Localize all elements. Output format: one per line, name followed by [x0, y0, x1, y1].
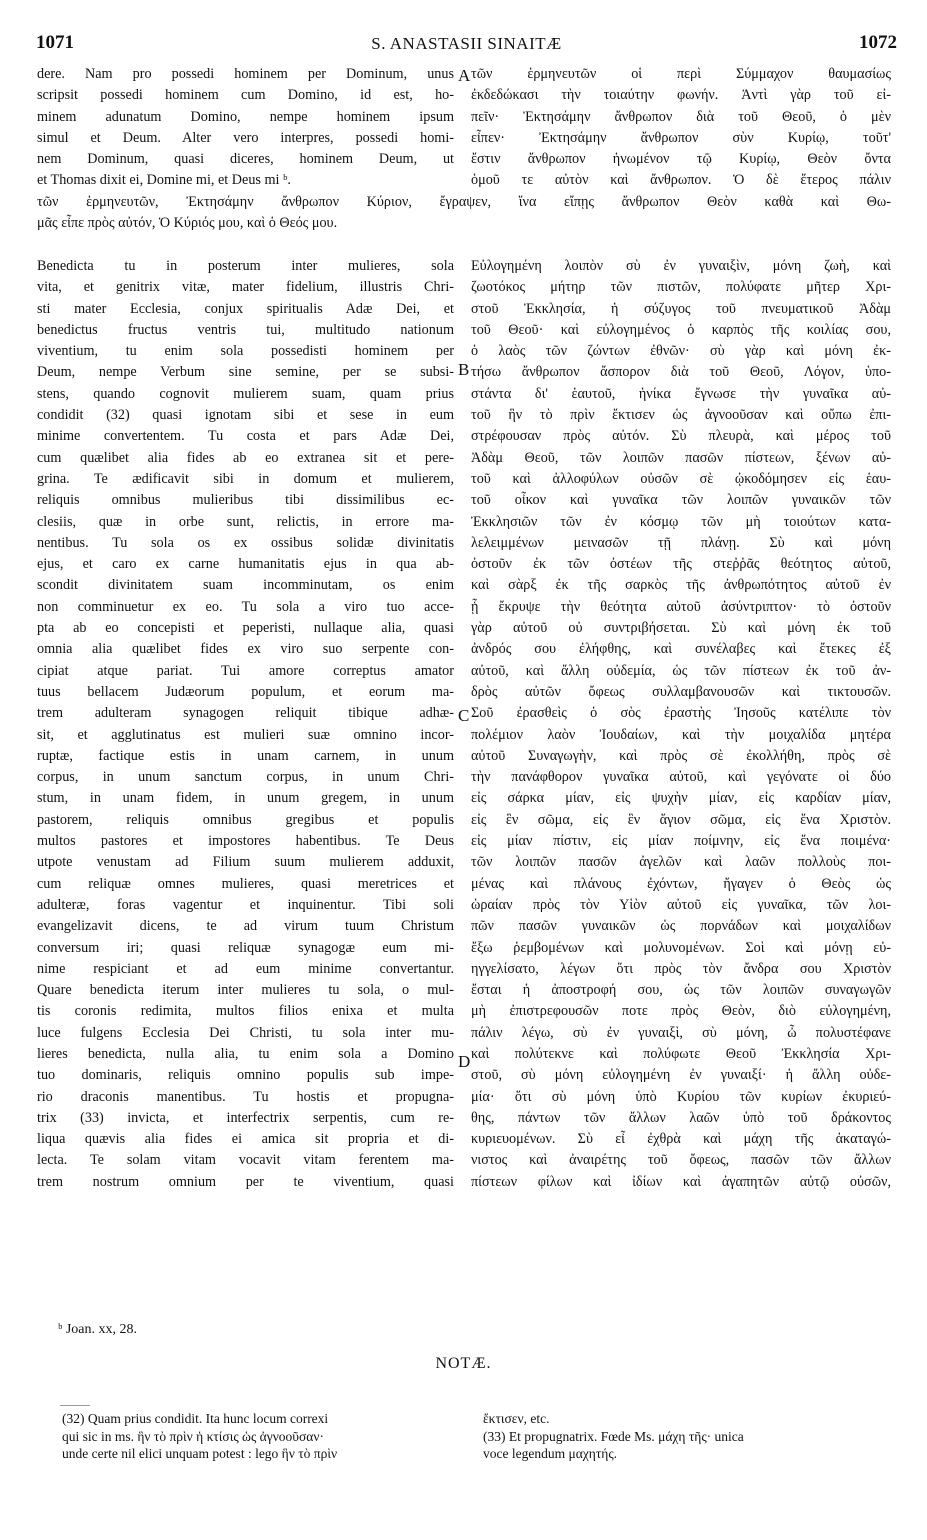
text-line: minem adunatum Domino, nempe hominem ipsum: [37, 108, 454, 125]
notes-heading: NOTÆ.: [435, 1355, 492, 1372]
text-line: εἶπεν· Ἐκτησάμην ἄνθρωπον σὺν Κυρίῳ, τοῦτ': [471, 129, 891, 146]
text-line: vita, et genitrix vitæ, mater fidelium, illustris Chri-: [37, 279, 454, 296]
text-line: θης, πάντων τῶν ἄλλων λαῶν ὑπὸ τοῦ δράκοντος: [471, 1109, 891, 1126]
text-line: Ἀδὰμ Θεοῦ, τῶν λοιπῶν πασῶν πίστεων, ξένων αὐ-: [471, 449, 891, 466]
text-line: conversum iri; quasi reliquæ synagogæ eum mi-: [37, 939, 454, 956]
text-line: corpus, in unum sanctum corpus, in unum Chri-: [37, 769, 454, 786]
text-line: καὶ σὰρξ ἐκ τῆς σαρκὸς τῆς ἀνθρωπότητος αὐτοῦ ἐν: [471, 577, 891, 594]
text-line: scondit divinitatem suam incomminutam, os enim: [37, 577, 454, 594]
note-line: voce legendum μαχητής.: [483, 1446, 618, 1461]
text-line: στοῦ, σὺ μόνη εὐλογημένη ἐν γυναιξί· ἡ ἄλλη οὐδε-: [471, 1067, 891, 1084]
text-line: τοῦ Θεοῦ· καὶ εὐλογημένος ὁ καρπὸς τῆς κοιλίας σου,: [471, 321, 891, 338]
text-line: μένας καὶ πλάνους ἐχόντων, ἤγαγεν ὁ Θεὸς ὡς: [471, 875, 891, 892]
text-line: τῶν ἑρμηνευτῶν, Ἐκτησάμην ἄνθρωπον Κύριον, ἔγραψεν, ἵνα εἴπῃς ἄνθρωπον Θεὸν καθὰ καὶ Θω-: [37, 194, 891, 210]
text-line: liqua quævis alia fides ei amica sit propria et di-: [37, 1131, 454, 1148]
text-line: γὰρ αὐτοῦ οὐ συντριβήσεται. Σὺ καὶ μόνη ἐκ τοῦ: [471, 620, 891, 637]
text-line: sti mater Ecclesia, conjux spiritualis Adæ Dei, et: [37, 300, 454, 317]
text-line: μὴ ἐπιστρεφουσῶν ποτε πρὸς Θεὸν, διὸ εὐλογημένη,: [471, 1003, 891, 1020]
text-line: Quare benedicta iterum inter mulieres tu sola, o mul-: [37, 982, 454, 999]
text-line: τοῦ οἶκον καὶ γυναῖκα τῶν λοιπῶν γυναικῶν τῶν: [471, 492, 891, 509]
text-line: omnia alia quælibet fides ex viro suo serpente con-: [37, 641, 454, 658]
text-line: ὁ λαὸς τῶν ζώντων ἐθνῶν· σὺ γὰρ καὶ μόνη ἐκ-: [471, 343, 891, 360]
note-line: ἔκτισεν, etc.: [483, 1411, 550, 1426]
text-line: stum, in unam fidem, in unum gregem, in unum: [37, 790, 454, 807]
text-line: πάλιν λέγω, σὺ ἐν γυναιξὶ, σὺ μόνη, ὦ πολυστέφανε: [471, 1024, 891, 1041]
latin-main-column: [37, 256, 454, 1193]
text-line: pta ab eo concepisti et peperisti, nullaque alia, quasi: [37, 620, 454, 637]
text-line: εἰς μίαν πίστιν, εἰς μίαν ποίμνην, εἰς ἕνα ποιμένα·: [471, 833, 891, 850]
text-line: λελειμμένων μεινασῶν τῇ πλάνῃ. Σὺ καὶ μόνη: [471, 534, 891, 551]
text-line: εἰς ἓν σῶμα, εἰς ἓν ἅγιον σῶμα, εἰς ἕνα Χριστὸν.: [471, 811, 891, 828]
greek-top-column: [471, 64, 891, 192]
text-line: νιστος καὶ ἀναιρέτης τοῦ ὄφεως, πασῶν τῶν ἄλλων: [471, 1152, 891, 1169]
text-line: tuo dominaris, reliquis omnino populis sub impe-: [37, 1067, 454, 1084]
text-line: clesiis, quæ in orbe sunt, relictis, in errore ma-: [37, 513, 454, 530]
text-line: nem Dominum, quasi diceres, hominem Deum, ut: [37, 151, 454, 168]
text-line: πῶν πασῶν γυναικῶν ὡς πορνάδων καὶ μοιχαλίδων: [471, 918, 891, 935]
text-line: τήσω ἄνθρωπον ἄσπορον διὰ τοῦ Θεοῦ, Λόγον, ὑπο-: [471, 364, 891, 381]
text-line: cum reliquæ omnes mulieres, quasi meretrices et: [37, 875, 454, 892]
text-line: μᾶς εἶπε πρὸς αὐτόν, Ὁ Κύριός μου, καὶ ὁ Θεός μου.: [37, 215, 338, 231]
text-line: κυριευομένων. Σὺ εἶ ἐχθρὰ καὶ μάχη τῆς ἀκαταγώ-: [471, 1131, 891, 1148]
text-line: ἔστιν ἄνθρωπον ἡνωμένον τῷ Κυρίῳ, Θεὸν ὄντα: [471, 151, 891, 168]
text-line: ἔσται ἡ ἀποστροφή σου, ὡς τῶν λοιπῶν συναγωγῶν: [471, 982, 891, 999]
text-line: simul et Deum. Alter vero interpres, possedi homi-: [37, 129, 454, 146]
text-line: τῶν ἑρμηνευτῶν οἱ περὶ Σύμμαχον θαυμασίως: [471, 66, 891, 82]
text-line: καὶ πολύτεκνε καὶ πολύφωτε Θεοῦ Ἐκκλησία Χρι-: [471, 1045, 891, 1062]
note-line: unde certe nil elici unquam potest : lego ἣν τὸ πρὶν: [62, 1446, 338, 1461]
text-line: stens, quando cognovit mulierem suam, quam prius: [37, 385, 454, 402]
text-line: στάντα δι' ἑαυτοῦ, ἡνίκα ἔγνωσε τὴν γυναῖκα αὐ-: [471, 385, 891, 402]
text-line: στοῦ Ἐκκλησία, ἡ σύζυγος τοῦ πνευματικοῦ Ἀδὰμ: [471, 300, 891, 317]
text-line: scripsit possedi hominem cum Domino, id est, ho-: [37, 87, 454, 104]
text-line: grina. Te ædificavit sibi in domum et mulierem,: [37, 470, 454, 487]
text-line: lecta. Te solam vitam vocavit vitam ferentem ma-: [37, 1152, 454, 1169]
text-line: πίστεων φίλων καὶ ἰδίων καὶ ἀγαπητῶν αὐτῷ οὐσῶν,: [471, 1173, 891, 1190]
text-line: ζωοτόκος μήτηρ τῶν πιστῶν, πολύφατε μῆτερ Χρι-: [471, 279, 891, 296]
text-line: ὁμοῦ τε αὐτὸν καὶ ἄνθρωπον. Ὁ δὲ ἕτερος πάλιν: [471, 172, 891, 189]
text-line: nime respiciant et ad eum minime convertantur.: [37, 960, 454, 977]
text-line: Ἐκκλησιῶν τῶν ἐν κόσμῳ τῶν μὴ τοιούτων κατα-: [471, 513, 891, 530]
text-line: ruptæ, factique estis in unam carnem, in unum: [37, 747, 454, 764]
text-line: Benedicta tu in posterum inter mulieres, sola: [37, 258, 454, 274]
text-line: cum quælibet alia fides ab eo extranea sit et pere-: [37, 449, 454, 466]
text-line: benedictus fructus ventris tui, multitudo nationum: [37, 321, 454, 338]
text-line: πολέμιον λαὸν Ἰουδαίων, καὶ τὴν μοιχαλίδα μητέρα: [471, 726, 891, 743]
text-line: sit, et agglutinatus est mulieri suæ omnino incor-: [37, 726, 454, 743]
margin-marker-b: B: [458, 360, 470, 379]
text-line: μία· ὅτι σὺ μόνη ὑπὸ Κυρίου τῶν κυρίων ἐκυριεύ-: [471, 1088, 891, 1105]
text-line: τοῦ καὶ ἀλλοφύλων οὐσῶν σὲ ᾠκοδόμησεν εἰς ἑαυ-: [471, 470, 891, 487]
text-line: εἰς σάρκα μίαν, εἰς ψυχὴν μίαν, εἰς καρδίαν μίαν,: [471, 790, 891, 807]
text-line: minime convertentem. Tu costa et pars Adæ Dei,: [37, 428, 454, 445]
text-line: pastorem, reliquis omnibus gregibus et populis: [37, 811, 454, 828]
notes-right-column: [483, 1410, 893, 1463]
latin-top-column: [37, 64, 454, 192]
text-line: ὡραίαν πρὸς τὸν Υἱὸν αὐτοῦ εἰς γυναῖκα, τῶν λοι-: [471, 896, 891, 913]
text-line: trem nostrum omnium per te viventium, quasi: [37, 1173, 454, 1190]
margin-marker-c: C: [458, 706, 470, 725]
text-line: αὐτοῦ Συναγωγὴν, καὶ πρὸς σὲ ἐκολλήθη, πρὸς σὲ: [471, 747, 891, 764]
text-line: Deum, nempe Verbum sine semine, per se subsi-: [37, 364, 454, 381]
text-line: τῶν λοιπῶν πασῶν ἀγελῶν καὶ λαῶν πολλοὺς ποι-: [471, 854, 891, 871]
note-line: qui sic in ms. ἣν τὸ πρὶν ἡ κτίσις ὡς ἀγνοοῦσαν·: [62, 1428, 324, 1444]
text-line: nentibus. Tu sola os ex ossibus solidæ divinitatis: [37, 534, 454, 551]
text-line: cipiat atque pariat. Tui amore correptus amator: [37, 662, 454, 679]
text-line: dere. Nam pro possedi hominem per Dominum, unus: [37, 66, 454, 82]
text-line: στρέφουσαν πρὸς αὐτόν. Σὺ πλευρὰ, καὶ μέρος τοῦ: [471, 428, 891, 445]
page-header: [36, 32, 897, 58]
text-line: condidit (32) quasi ignotam sibi et sese in eum: [37, 407, 454, 424]
text-line: viventium, tu enim sola possedisti hominem per: [37, 343, 454, 360]
greek-main-column: [471, 256, 891, 1193]
text-line: tis coronis redimita, multos filios enixa et multa: [37, 1003, 454, 1020]
text-line: αὐτοῦ, καὶ ἄλλη οὐδεμία, ὡς τῶν πίστεων ἐκ τοῦ ἀν-: [471, 662, 891, 679]
text-line: ejus, et caro ex carne humanitatis ejus in qua ab-: [37, 556, 454, 573]
text-line: multos pastores et impostores habentibus. Te Deus: [37, 833, 454, 850]
text-line: et Thomas dixit ei, Domine mi, et Deus mi ᵇ.: [37, 172, 291, 189]
text-line: Εὐλογημένη λοιπὸν σὺ ἐν γυναιξὶν, μόνη ζωὴ, καὶ: [471, 258, 891, 274]
notes-left-column: [62, 1410, 462, 1463]
running-title: S. ANASTASII SINAITÆ: [371, 34, 562, 53]
text-line: evangelizavit dicens, te ad virum tuum Christum: [37, 918, 454, 935]
text-line: trix (33) invicta, et interfectrix serpentis, cum re-: [37, 1109, 454, 1126]
text-line: reliquis omnibus mulieribus tibi dissimilibus ec-: [37, 492, 454, 509]
text-line: ᾗ ἔκρυψε τὴν θεότητα αὐτοῦ ἀσύντριπτον· τὸ ὀστοῦν: [471, 598, 891, 615]
note-line: (32) Quam prius condidit. Ita hunc locum correxi: [62, 1411, 329, 1426]
page-number-left: 1071: [36, 32, 74, 53]
page-number-right: 1072: [859, 32, 897, 53]
note-line: (33) Et propugnatrix. Fœde Ms. μάχη τῆς· unica: [483, 1428, 744, 1444]
text-line: ὀστοῦν ἐκ τῶν ὀστέων τῆς στεῤῥᾶς θεότητος αὐτοῦ,: [471, 556, 891, 573]
text-line: πεῖν· Ἐκτησάμην ἄνθρωπον διὰ τοῦ Θεοῦ, ὁ μὲν: [471, 108, 891, 125]
margin-marker-d: D: [458, 1052, 471, 1071]
greek-full-width-lines: [37, 192, 891, 234]
text-line: tuus bellacem Judæorum populum, et eorum ma-: [37, 683, 454, 700]
text-line: non comminuetur ex eo. Tu sola a viro tuo acce-: [37, 598, 454, 615]
text-line: ἔξω ῥεμβομένων καὶ μολυνομένων. Σοὶ καὶ μόνῃ εὐ-: [471, 939, 891, 956]
margin-marker-a: A: [458, 66, 471, 85]
text-line: lieres benedicta, nulla alia, tu enim sola a Domino: [37, 1045, 454, 1062]
text-line: utpote venustam ad Filium suum mulierem adduxit,: [37, 854, 454, 871]
text-line: ηγγελίσατο, λέγων ὅτι πρὸς τὸν ἄνδρα σου Χριστὸν: [471, 960, 891, 977]
text-line: ἀνδρός σου ἐλήφθης, καὶ συνέλαβες καὶ ἔτεκες ἐξ: [471, 641, 891, 658]
text-line: luce fulgens Ecclesia Dei Christi, tu sola inter mu-: [37, 1024, 454, 1041]
text-line: δρὸς αὐτῶν ὄφεως συλλαμβανουσῶν καὶ τικτουσῶν.: [471, 683, 891, 700]
text-line: ἐκδεδώκασι τὴν τοιαύτην φωνήν. Ἀντὶ γὰρ τοῦ εἰ-: [471, 87, 891, 104]
text-line: Σοῦ ἐρασθεὶς ὁ σὸς ἐραστὴς Ἰησοῦς κατέλιπε τὸν: [471, 705, 891, 722]
text-line: τὴν πανάφθορον γυναῖκα αὐτοῦ, καὶ γεγόνατε οἱ δύο: [471, 769, 891, 786]
text-line: trem adulteram synagogen reliquit tibique adhæ-: [37, 705, 454, 722]
notes-divider: [60, 1405, 90, 1406]
text-line: rio draconis manentibus. Tu hostis et propugna-: [37, 1088, 454, 1105]
footnote: ᵇ Joan. xx, 28.: [58, 1322, 137, 1337]
text-line: τοῦ ἣν τὸ πρὶν ἔκτισεν ὡς ἀγνοοῦσαν καὶ οὔπω ἐπι-: [471, 407, 891, 424]
text-line: adulteræ, foras vagentur et inquinentur. Tibi soli: [37, 896, 454, 913]
